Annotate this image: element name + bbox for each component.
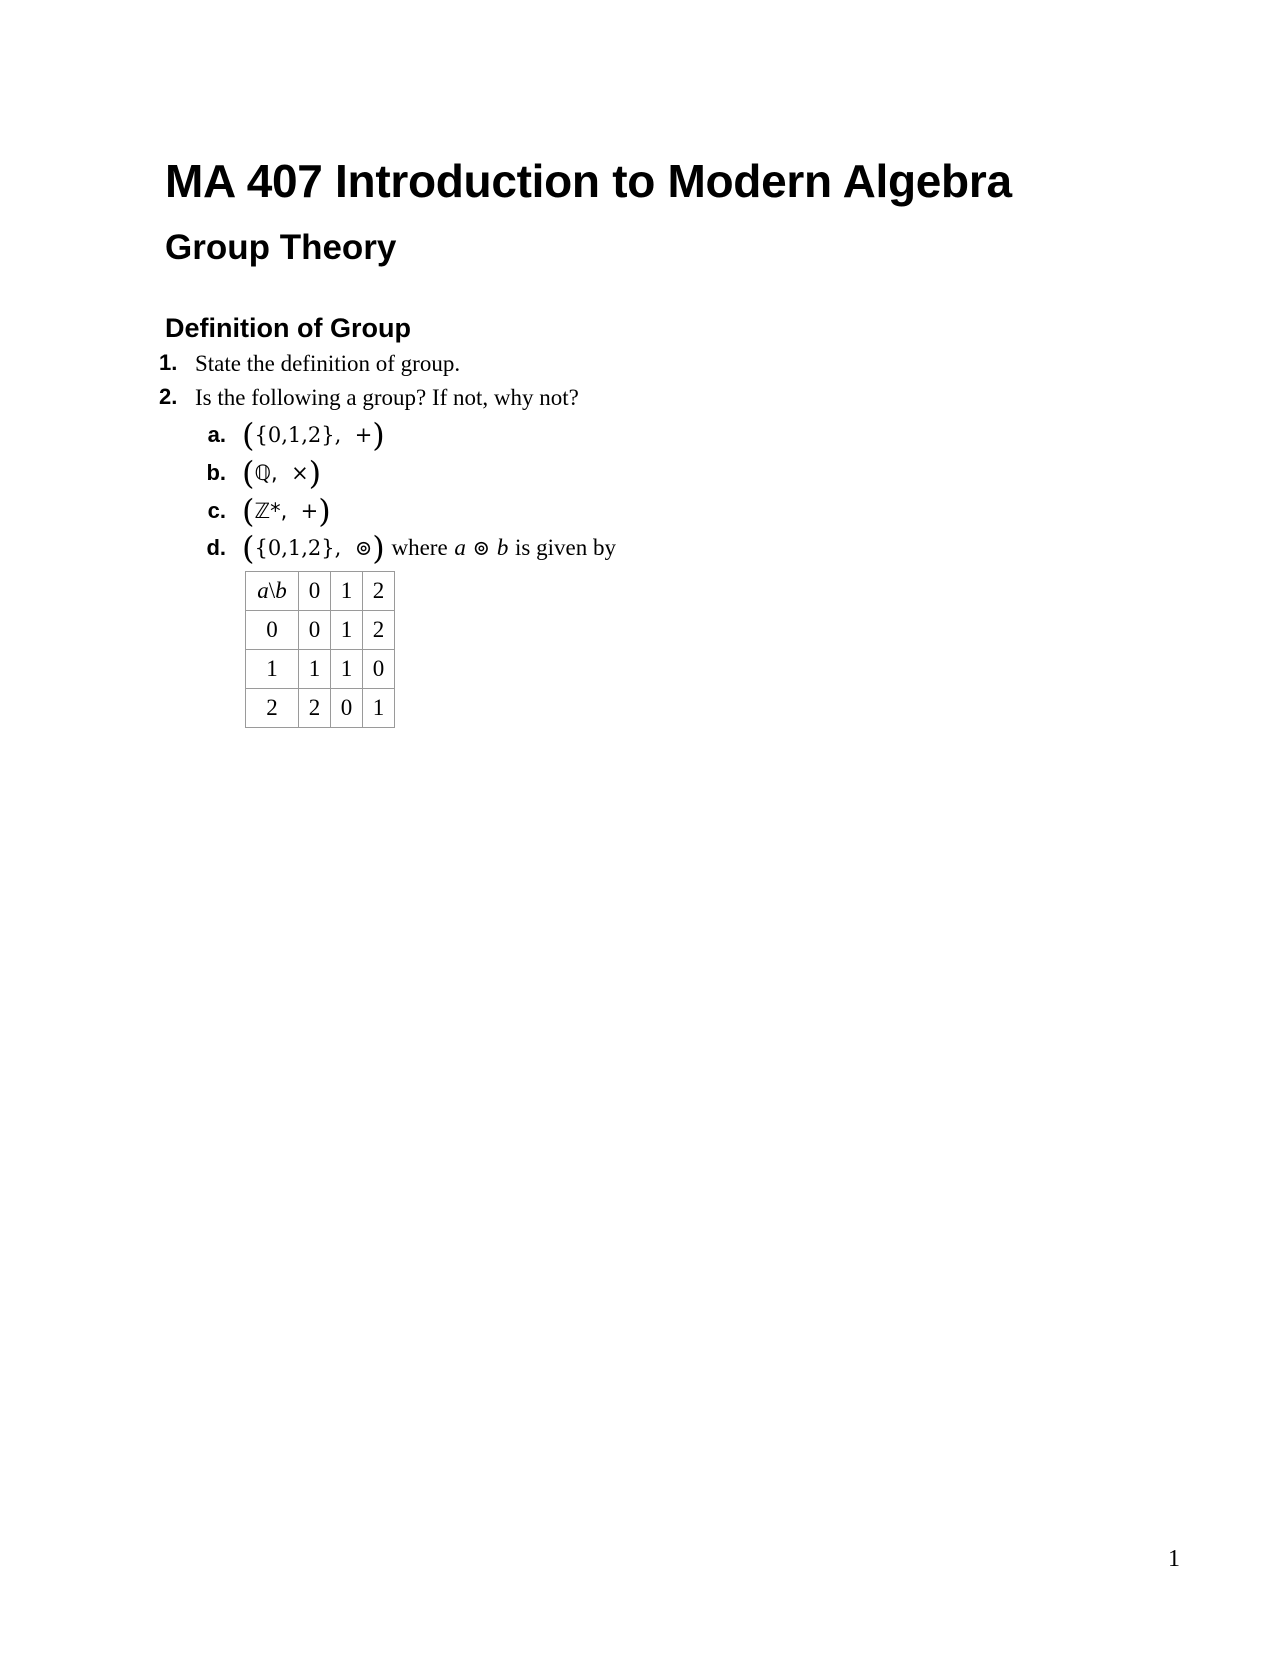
close-paren: ) (372, 416, 385, 454)
math-expression (242, 492, 331, 530)
column-header: 1 (331, 572, 363, 611)
set-expression: {0,1,2}, (254, 423, 342, 447)
operand-b: b (496, 535, 509, 560)
part-label: b. (206, 460, 226, 485)
given-by-text: is given by (515, 535, 616, 560)
table-cell: 1 (331, 650, 363, 689)
table-cell: 2 (363, 611, 395, 650)
table-cell: 1 (299, 650, 331, 689)
operator: + (300, 499, 319, 523)
set-expression: ℤ*, (254, 499, 288, 523)
table-cell: 1 (331, 611, 363, 650)
column-header: 0 (299, 572, 331, 611)
question-text: Is the following a group? If not, why not? (195, 385, 579, 410)
set-expression: {0,1,2}, (254, 536, 342, 560)
question-number: 2. (159, 384, 178, 409)
operator: + (354, 423, 373, 447)
page-subtitle: Group Theory (165, 228, 397, 267)
table-row (246, 611, 395, 650)
operator: × (291, 461, 309, 485)
operand-a: a (454, 535, 466, 560)
open-paren: ( (242, 416, 255, 454)
table-cell: 0 (299, 611, 331, 650)
column-header: 2 (363, 572, 395, 611)
operator: ⊚ (472, 536, 491, 560)
table-cell: 0 (363, 650, 395, 689)
table-cell: 1 (363, 689, 395, 728)
math-expression (242, 529, 616, 567)
part-label: a. (207, 422, 226, 447)
operator: ⊚ (354, 536, 373, 560)
question-number: 1. (159, 350, 178, 375)
row-header: 0 (246, 611, 299, 650)
table-cell: 0 (331, 689, 363, 728)
question-text: State the definition of group. (195, 351, 461, 376)
open-paren: ( (242, 529, 255, 567)
page-title: MA 407 Introduction to Modern Algebra (165, 155, 1012, 207)
part-label: c. (207, 498, 226, 523)
corner-separator: \ (268, 578, 276, 603)
table-row (246, 650, 395, 689)
math-expression (242, 416, 385, 454)
corner-b: b (275, 578, 287, 603)
corner-a: a (257, 578, 269, 603)
table-header-row (246, 572, 395, 611)
close-paren: ) (372, 529, 385, 567)
part-label: d. (206, 535, 226, 560)
page-number: 1 (1168, 1546, 1180, 1572)
close-paren: ) (318, 492, 331, 530)
where-text: where (391, 535, 448, 560)
math-expression (242, 454, 321, 492)
set-expression: ℚ, (254, 461, 278, 485)
operation-table (245, 571, 395, 728)
open-paren: ( (242, 454, 255, 492)
corner-cell (246, 572, 299, 611)
row-header: 1 (246, 650, 299, 689)
table-cell: 2 (299, 689, 331, 728)
close-paren: ) (308, 454, 322, 492)
row-header: 2 (246, 689, 299, 728)
section-heading: Definition of Group (165, 313, 411, 343)
table-row (246, 689, 395, 728)
open-paren: ( (242, 492, 255, 530)
